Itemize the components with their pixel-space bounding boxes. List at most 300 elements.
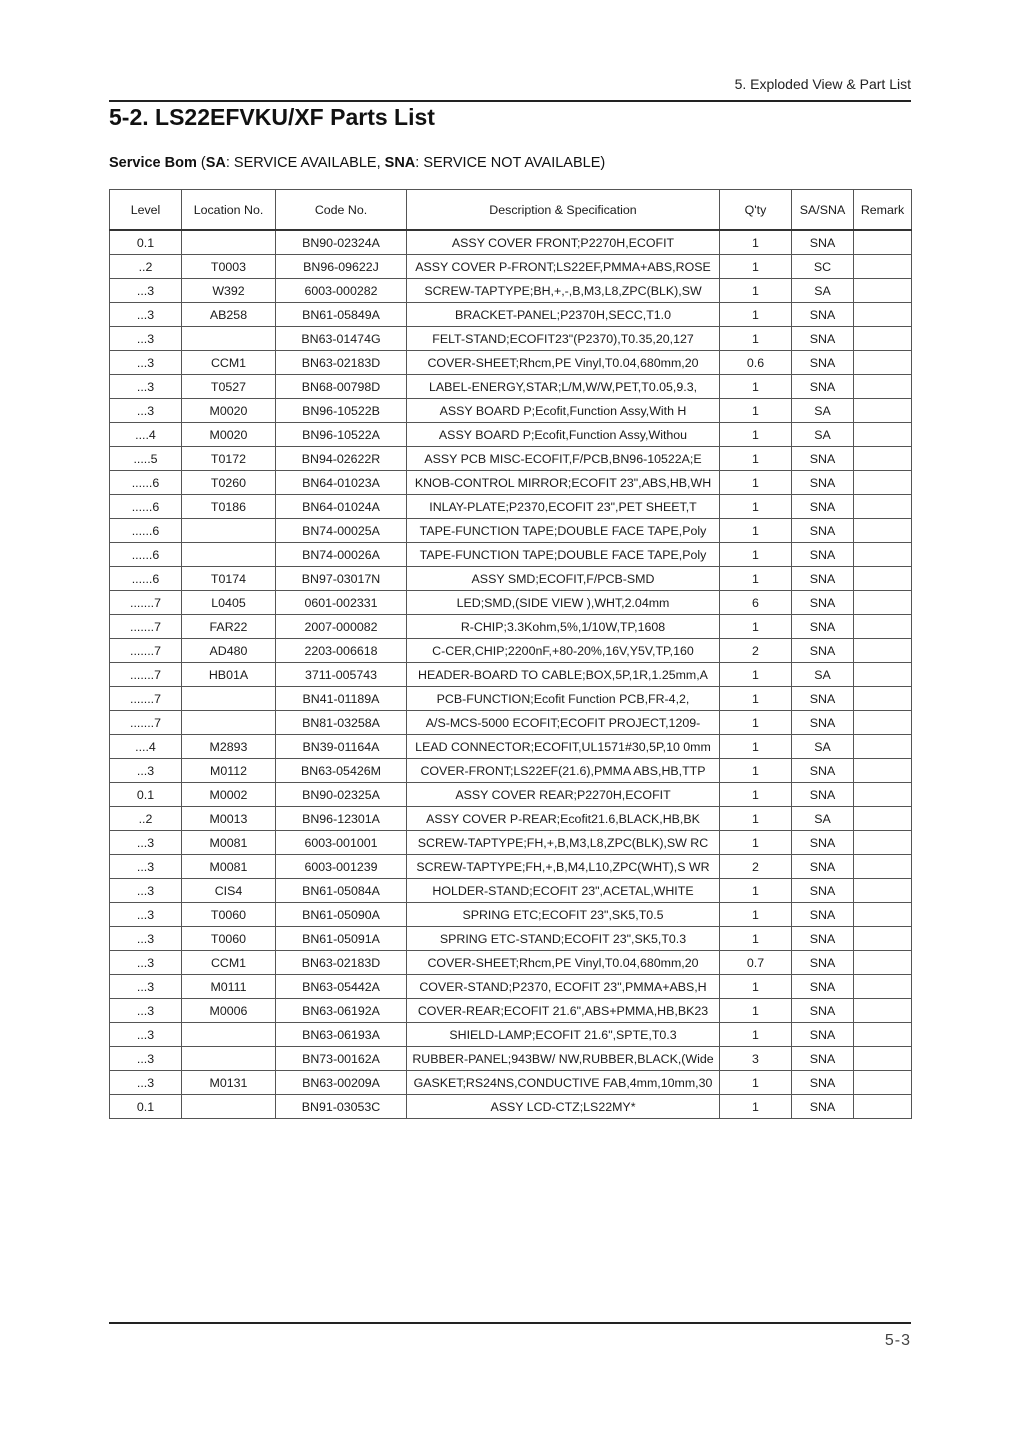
cell-remark	[854, 327, 912, 351]
cell-code: BN63-02183D	[276, 351, 407, 375]
column-header-code: Code No.	[276, 190, 407, 231]
cell-level: 0.1	[110, 783, 182, 807]
cell-code: BN96-10522A	[276, 423, 407, 447]
cell-remark	[854, 615, 912, 639]
cell-remark	[854, 255, 912, 279]
cell-remark	[854, 1071, 912, 1095]
chapter-heading: 5. Exploded View & Part List	[734, 76, 911, 92]
cell-qty: 1	[720, 495, 792, 519]
legend-sna-code: SNA	[384, 155, 416, 171]
cell-qty: 1	[720, 759, 792, 783]
cell-description: SCREW-TAPTYPE;FH,+,B,M3,L8,ZPC(BLK),SW RC	[407, 831, 720, 855]
cell-level: ....4	[110, 423, 182, 447]
cell-qty: 1	[720, 687, 792, 711]
cell-location: T0060	[182, 903, 276, 927]
table-row	[110, 855, 912, 879]
cell-code: BN96-12301A	[276, 807, 407, 831]
cell-location: M0081	[182, 855, 276, 879]
column-header-sa-sna: SA/SNA	[792, 190, 854, 231]
cell-sa-sna: SNA	[792, 879, 854, 903]
cell-qty: 1	[720, 1023, 792, 1047]
cell-location: T0260	[182, 471, 276, 495]
cell-description: R-CHIP;3.3Kohm,5%,1/10W,TP,1608	[407, 615, 720, 639]
cell-remark	[854, 927, 912, 951]
legend-prefix: Service Bom	[109, 155, 197, 171]
cell-description: SCREW-TAPTYPE;FH,+,B,M4,L10,ZPC(WHT),S WR	[407, 855, 720, 879]
table-row	[110, 279, 912, 303]
cell-level: .......7	[110, 687, 182, 711]
cell-sa-sna: SNA	[792, 471, 854, 495]
cell-description: C-CER,CHIP;2200nF,+80-20%,16V,Y5V,TP,160	[407, 639, 720, 663]
column-header-remark: Remark	[854, 190, 912, 231]
cell-level: ....4	[110, 735, 182, 759]
cell-remark	[854, 375, 912, 399]
cell-location: M0013	[182, 807, 276, 831]
cell-sa-sna: SNA	[792, 495, 854, 519]
cell-qty: 1	[720, 1095, 792, 1119]
cell-qty: 1	[720, 735, 792, 759]
cell-remark	[854, 1023, 912, 1047]
table-row	[110, 399, 912, 423]
cell-level: ...3	[110, 1071, 182, 1095]
cell-qty: 1	[720, 519, 792, 543]
cell-sa-sna: SNA	[792, 1023, 854, 1047]
cell-description: KNOB-CONTROL MIRROR;ECOFIT 23",ABS,HB,WH	[407, 471, 720, 495]
cell-qty: 2	[720, 855, 792, 879]
cell-level: ...3	[110, 975, 182, 999]
cell-code: BN64-01023A	[276, 471, 407, 495]
cell-description: ASSY PCB MISC-ECOFIT,F/PCB,BN96-10522A;E	[407, 447, 720, 471]
cell-sa-sna: SNA	[792, 1071, 854, 1095]
table-row	[110, 375, 912, 399]
cell-code: BN61-05091A	[276, 927, 407, 951]
cell-remark	[854, 423, 912, 447]
cell-level: .......7	[110, 615, 182, 639]
cell-level: ......6	[110, 543, 182, 567]
cell-qty: 1	[720, 230, 792, 255]
cell-description: A/S-MCS-5000 ECOFIT;ECOFIT PROJECT,1209-	[407, 711, 720, 735]
cell-location	[182, 230, 276, 255]
cell-level: ...3	[110, 879, 182, 903]
cell-level: ..2	[110, 807, 182, 831]
cell-description: COVER-SHEET;Rhcm,PE Vinyl,T0.04,680mm,20	[407, 351, 720, 375]
cell-remark	[854, 807, 912, 831]
cell-code: BN63-05426M	[276, 759, 407, 783]
cell-location: AB258	[182, 303, 276, 327]
cell-sa-sna: SNA	[792, 1095, 854, 1119]
cell-location: CIS4	[182, 879, 276, 903]
cell-sa-sna: SNA	[792, 519, 854, 543]
cell-remark	[854, 1095, 912, 1119]
cell-remark	[854, 591, 912, 615]
cell-code: BN96-10522B	[276, 399, 407, 423]
column-header-location: Location No.	[182, 190, 276, 231]
cell-location: L0405	[182, 591, 276, 615]
cell-sa-sna: SNA	[792, 975, 854, 999]
cell-qty: 1	[720, 543, 792, 567]
cell-level: 0.1	[110, 1095, 182, 1119]
cell-level: ...3	[110, 903, 182, 927]
cell-remark	[854, 687, 912, 711]
cell-level: ...3	[110, 1047, 182, 1071]
cell-sa-sna: SNA	[792, 543, 854, 567]
cell-qty: 0.6	[720, 351, 792, 375]
cell-qty: 1	[720, 783, 792, 807]
cell-location	[182, 1095, 276, 1119]
cell-qty: 1	[720, 879, 792, 903]
cell-code: 6003-000282	[276, 279, 407, 303]
cell-level: ...3	[110, 351, 182, 375]
cell-code: BN91-03053C	[276, 1095, 407, 1119]
cell-description: TAPE-FUNCTION TAPE;DOUBLE FACE TAPE,Poly	[407, 519, 720, 543]
cell-code: BN63-02183D	[276, 951, 407, 975]
cell-level: ..2	[110, 255, 182, 279]
cell-remark	[854, 951, 912, 975]
cell-code: BN74-00026A	[276, 543, 407, 567]
cell-remark	[854, 783, 912, 807]
cell-remark	[854, 879, 912, 903]
cell-code: BN63-00209A	[276, 1071, 407, 1095]
cell-code: BN41-01189A	[276, 687, 407, 711]
cell-qty: 1	[720, 975, 792, 999]
cell-level: 0.1	[110, 230, 182, 255]
cell-description: BRACKET-PANEL;P2370H,SECC,T1.0	[407, 303, 720, 327]
cell-level: ......6	[110, 471, 182, 495]
table-row	[110, 711, 912, 735]
cell-sa-sna: SNA	[792, 999, 854, 1023]
cell-location	[182, 327, 276, 351]
cell-location: T0174	[182, 567, 276, 591]
cell-description: ASSY BOARD P;Ecofit,Function Assy,Withou	[407, 423, 720, 447]
cell-level: .....5	[110, 447, 182, 471]
cell-level: ......6	[110, 495, 182, 519]
cell-sa-sna: SA	[792, 807, 854, 831]
table-row	[110, 327, 912, 351]
page-number: 5-3	[884, 1332, 911, 1349]
cell-code: 2203-006618	[276, 639, 407, 663]
cell-description: HOLDER-STAND;ECOFIT 23",ACETAL,WHITE	[407, 879, 720, 903]
cell-location: M0020	[182, 399, 276, 423]
cell-code: BN90-02324A	[276, 230, 407, 255]
table-row	[110, 999, 912, 1023]
cell-remark	[854, 230, 912, 255]
table-row	[110, 1095, 912, 1119]
cell-code: BN97-03017N	[276, 567, 407, 591]
cell-description: SHIELD-LAMP;ECOFIT 21.6",SPTE,T0.3	[407, 1023, 720, 1047]
cell-code: BN39-01164A	[276, 735, 407, 759]
cell-description: ASSY COVER P-REAR;Ecofit21.6,BLACK,HB,BK	[407, 807, 720, 831]
cell-description: ASSY COVER REAR;P2270H,ECOFIT	[407, 783, 720, 807]
cell-location: M0020	[182, 423, 276, 447]
cell-code: 0601-002331	[276, 591, 407, 615]
cell-remark	[854, 999, 912, 1023]
cell-remark	[854, 735, 912, 759]
table-row	[110, 543, 912, 567]
table-row	[110, 639, 912, 663]
cell-sa-sna: SNA	[792, 375, 854, 399]
cell-location: M0131	[182, 1071, 276, 1095]
table-row	[110, 471, 912, 495]
table-row	[110, 807, 912, 831]
table-row	[110, 879, 912, 903]
cell-qty: 1	[720, 831, 792, 855]
table-row	[110, 687, 912, 711]
cell-location: M0112	[182, 759, 276, 783]
cell-location	[182, 1023, 276, 1047]
cell-level: ...3	[110, 951, 182, 975]
cell-description: GASKET;RS24NS,CONDUCTIVE FAB,4mm,10mm,30	[407, 1071, 720, 1095]
table-row	[110, 759, 912, 783]
cell-qty: 1	[720, 903, 792, 927]
cell-location	[182, 519, 276, 543]
table-row	[110, 783, 912, 807]
cell-sa-sna: SA	[792, 735, 854, 759]
table-row	[110, 423, 912, 447]
cell-description: LEAD CONNECTOR;ECOFIT,UL1571#30,5P,10 0mm	[407, 735, 720, 759]
cell-location: T0186	[182, 495, 276, 519]
cell-code: BN68-00798D	[276, 375, 407, 399]
cell-code: BN61-05084A	[276, 879, 407, 903]
cell-remark	[854, 519, 912, 543]
cell-location: FAR22	[182, 615, 276, 639]
cell-level: .......7	[110, 711, 182, 735]
cell-remark	[854, 903, 912, 927]
cell-remark	[854, 663, 912, 687]
cell-level: ...3	[110, 327, 182, 351]
cell-sa-sna: SNA	[792, 711, 854, 735]
cell-description: FELT-STAND;ECOFIT23"(P2370),T0.35,20,127	[407, 327, 720, 351]
table-row	[110, 663, 912, 687]
bottom-divider	[109, 1322, 911, 1324]
cell-sa-sna: SNA	[792, 447, 854, 471]
cell-remark	[854, 471, 912, 495]
cell-location: T0172	[182, 447, 276, 471]
cell-remark	[854, 447, 912, 471]
cell-qty: 1	[720, 447, 792, 471]
cell-level: .......7	[110, 639, 182, 663]
cell-remark	[854, 567, 912, 591]
top-divider	[109, 100, 911, 102]
cell-level: ...3	[110, 831, 182, 855]
cell-qty: 1	[720, 927, 792, 951]
cell-location: T0527	[182, 375, 276, 399]
cell-sa-sna: SNA	[792, 327, 854, 351]
cell-remark	[854, 975, 912, 999]
cell-code: BN61-05090A	[276, 903, 407, 927]
cell-sa-sna: SA	[792, 663, 854, 687]
table-row	[110, 831, 912, 855]
cell-sa-sna: SNA	[792, 903, 854, 927]
cell-qty: 1	[720, 303, 792, 327]
cell-description: LABEL-ENERGY,STAR;L/M,W/W,PET,T0.05,9.3,	[407, 375, 720, 399]
cell-description: TAPE-FUNCTION TAPE;DOUBLE FACE TAPE,Poly	[407, 543, 720, 567]
cell-sa-sna: SC	[792, 255, 854, 279]
table-row	[110, 951, 912, 975]
cell-description: COVER-STAND;P2370, ECOFIT 23",PMMA+ABS,H	[407, 975, 720, 999]
cell-location: T0003	[182, 255, 276, 279]
table-row	[110, 975, 912, 999]
cell-remark	[854, 711, 912, 735]
cell-remark	[854, 303, 912, 327]
cell-description: SPRING ETC;ECOFIT 23",SK5,T0.5	[407, 903, 720, 927]
cell-qty: 1	[720, 807, 792, 831]
column-header-description: Description & Specification	[407, 190, 720, 231]
cell-remark	[854, 855, 912, 879]
cell-qty: 1	[720, 375, 792, 399]
cell-code: 6003-001239	[276, 855, 407, 879]
cell-location	[182, 1047, 276, 1071]
cell-qty: 2	[720, 639, 792, 663]
cell-qty: 1	[720, 1071, 792, 1095]
cell-sa-sna: SNA	[792, 783, 854, 807]
cell-sa-sna: SNA	[792, 855, 854, 879]
page-title: 5-2. LS22EFVKU/XF Parts List	[109, 104, 435, 130]
cell-location: W392	[182, 279, 276, 303]
cell-level: ...3	[110, 999, 182, 1023]
cell-location: M0111	[182, 975, 276, 999]
cell-remark	[854, 543, 912, 567]
cell-description: LED;SMD,(SIDE VIEW ),WHT,2.04mm	[407, 591, 720, 615]
cell-level: .......7	[110, 663, 182, 687]
cell-location: CCM1	[182, 351, 276, 375]
cell-level: ...3	[110, 855, 182, 879]
cell-qty: 1	[720, 255, 792, 279]
cell-remark	[854, 831, 912, 855]
cell-sa-sna: SNA	[792, 303, 854, 327]
cell-remark	[854, 759, 912, 783]
cell-qty: 1	[720, 711, 792, 735]
cell-location: M0081	[182, 831, 276, 855]
cell-description: ASSY LCD-CTZ;LS22MY*	[407, 1095, 720, 1119]
cell-code: BN63-06192A	[276, 999, 407, 1023]
table-row	[110, 447, 912, 471]
cell-location: T0060	[182, 927, 276, 951]
cell-sa-sna: SNA	[792, 639, 854, 663]
service-bom-legend	[109, 155, 605, 171]
cell-level: ...3	[110, 759, 182, 783]
cell-remark	[854, 279, 912, 303]
cell-sa-sna: SNA	[792, 951, 854, 975]
cell-code: BN81-03258A	[276, 711, 407, 735]
parts-table-body	[110, 230, 912, 1119]
cell-location: M0006	[182, 999, 276, 1023]
table-row	[110, 230, 912, 255]
cell-location: HB01A	[182, 663, 276, 687]
cell-description: INLAY-PLATE;P2370,ECOFIT 23",PET SHEET,T	[407, 495, 720, 519]
table-row	[110, 495, 912, 519]
cell-location: CCM1	[182, 951, 276, 975]
cell-qty: 1	[720, 279, 792, 303]
table-row	[110, 255, 912, 279]
table-row	[110, 1047, 912, 1071]
cell-qty: 1	[720, 399, 792, 423]
cell-qty: 1	[720, 327, 792, 351]
legend-sa-code: SA	[205, 155, 226, 171]
table-row	[110, 903, 912, 927]
cell-description: ASSY SMD;ECOFIT,F/PCB-SMD	[407, 567, 720, 591]
cell-description: RUBBER-PANEL;943BW/ NW,RUBBER,BLACK,(Wide	[407, 1047, 720, 1071]
cell-code: 3711-005743	[276, 663, 407, 687]
legend-sna-desc: : SERVICE NOT AVAILABLE)	[415, 155, 606, 171]
table-row	[110, 303, 912, 327]
table-row	[110, 591, 912, 615]
cell-description: ASSY COVER FRONT;P2270H,ECOFIT	[407, 230, 720, 255]
cell-location	[182, 543, 276, 567]
cell-sa-sna: SNA	[792, 687, 854, 711]
cell-level: ...3	[110, 303, 182, 327]
cell-sa-sna: SNA	[792, 927, 854, 951]
cell-sa-sna: SNA	[792, 351, 854, 375]
cell-sa-sna: SNA	[792, 591, 854, 615]
cell-location	[182, 687, 276, 711]
cell-code: BN61-05849A	[276, 303, 407, 327]
table-row	[110, 1071, 912, 1095]
cell-code: BN63-05442A	[276, 975, 407, 999]
cell-level: ...3	[110, 399, 182, 423]
cell-code: BN63-06193A	[276, 1023, 407, 1047]
cell-description: COVER-REAR;ECOFIT 21.6",ABS+PMMA,HB,BK23	[407, 999, 720, 1023]
cell-location: AD480	[182, 639, 276, 663]
table-row	[110, 567, 912, 591]
cell-qty: 1	[720, 423, 792, 447]
table-row	[110, 519, 912, 543]
cell-qty: 1	[720, 663, 792, 687]
cell-code: BN94-02622R	[276, 447, 407, 471]
cell-description: SPRING ETC-STAND;ECOFIT 23",SK5,T0.3	[407, 927, 720, 951]
cell-sa-sna: SNA	[792, 831, 854, 855]
cell-description: COVER-FRONT;LS22EF(21.6),PMMA ABS,HB,TTP	[407, 759, 720, 783]
cell-sa-sna: SNA	[792, 567, 854, 591]
cell-level: ...3	[110, 279, 182, 303]
cell-code: BN96-09622J	[276, 255, 407, 279]
cell-remark	[854, 1047, 912, 1071]
cell-description: ASSY COVER P-FRONT;LS22EF,PMMA+ABS,ROSE	[407, 255, 720, 279]
cell-sa-sna: SA	[792, 399, 854, 423]
cell-location: M2893	[182, 735, 276, 759]
cell-remark	[854, 399, 912, 423]
parts-list-table	[109, 189, 912, 1119]
cell-qty: 0.7	[720, 951, 792, 975]
cell-description: PCB-FUNCTION;Ecofit Function PCB,FR-4,2,	[407, 687, 720, 711]
cell-level: ......6	[110, 567, 182, 591]
cell-level: .......7	[110, 591, 182, 615]
cell-code: BN74-00025A	[276, 519, 407, 543]
cell-level: ......6	[110, 519, 182, 543]
cell-sa-sna: SA	[792, 423, 854, 447]
legend-sa-desc: : SERVICE AVAILABLE,	[225, 155, 385, 171]
cell-remark	[854, 495, 912, 519]
cell-qty: 1	[720, 615, 792, 639]
table-row	[110, 615, 912, 639]
cell-qty: 6	[720, 591, 792, 615]
cell-code: BN64-01024A	[276, 495, 407, 519]
cell-sa-sna: SA	[792, 279, 854, 303]
cell-code: BN63-01474G	[276, 327, 407, 351]
cell-description: HEADER-BOARD TO CABLE;BOX,5P,1R,1.25mm,A	[407, 663, 720, 687]
cell-qty: 1	[720, 999, 792, 1023]
cell-sa-sna: SNA	[792, 1047, 854, 1071]
cell-description: ASSY BOARD P;Ecofit,Function Assy,With H	[407, 399, 720, 423]
cell-sa-sna: SNA	[792, 615, 854, 639]
cell-location: M0002	[182, 783, 276, 807]
cell-description: SCREW-TAPTYPE;BH,+,-,B,M3,L8,ZPC(BLK),SW	[407, 279, 720, 303]
cell-qty: 3	[720, 1047, 792, 1071]
table-header-row	[110, 190, 912, 231]
table-row	[110, 1023, 912, 1047]
table-row	[110, 927, 912, 951]
cell-sa-sna: SNA	[792, 759, 854, 783]
cell-code: 6003-001001	[276, 831, 407, 855]
